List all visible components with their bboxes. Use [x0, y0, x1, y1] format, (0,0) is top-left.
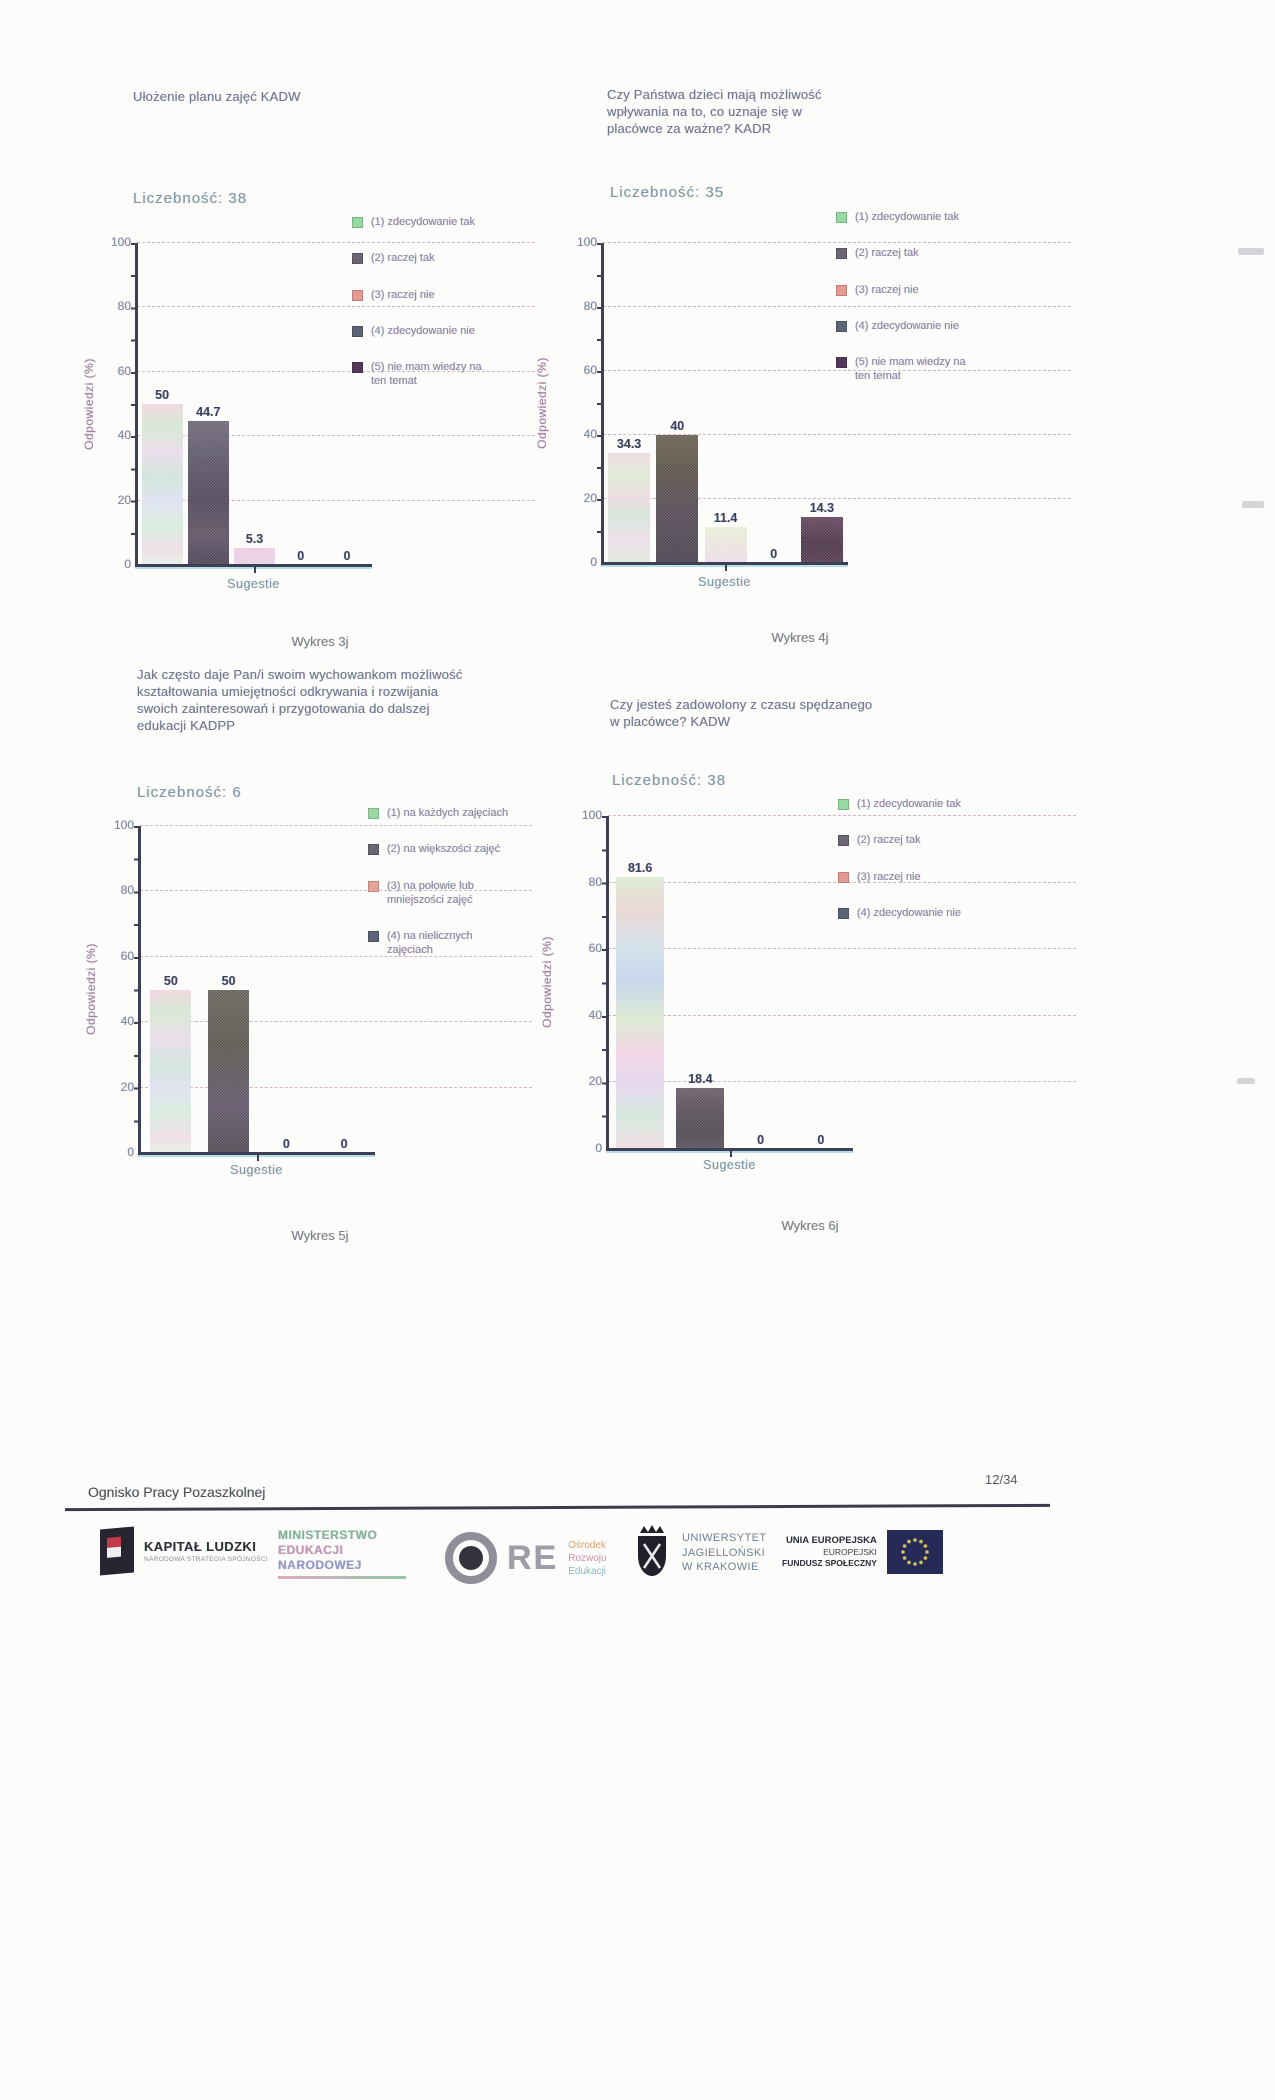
- ore-side-line-1: Ośrodek: [568, 1539, 607, 1551]
- eu-flag-icon: [887, 1530, 943, 1574]
- chart-caption: Wykres 6j: [781, 1218, 839, 1233]
- scan-artifact: [1242, 501, 1264, 508]
- legend-item: [838, 906, 998, 920]
- bar-value-label: 0: [757, 1133, 765, 1147]
- legend-item: [838, 797, 998, 811]
- legend: [352, 215, 512, 389]
- y-tick-label: 80: [583, 299, 597, 313]
- bar-value-label: 50: [155, 388, 170, 402]
- y-tick-label: 40: [588, 1007, 602, 1022]
- x-axis-title: Sugestie: [698, 575, 751, 589]
- legend-item: [838, 870, 998, 884]
- bar-value-label: 0: [770, 547, 778, 561]
- uj-line-1: UNIWERSYTET: [682, 1531, 767, 1544]
- y-axis-line: [138, 826, 141, 1154]
- legend-label: (3) raczej nie: [855, 283, 919, 296]
- bar-value-label: 18.4: [688, 1071, 713, 1086]
- chart-count: Liczebność: 38: [133, 190, 248, 207]
- men-line-2: EDUKACJI: [278, 1543, 344, 1557]
- x-axis-tick: [730, 1151, 732, 1157]
- y-tick-label: 80: [120, 883, 134, 898]
- chart-caption: Wykres 5j: [291, 1228, 349, 1243]
- bar: [705, 527, 747, 563]
- legend-item: [352, 215, 512, 229]
- legend-swatch: [368, 844, 379, 855]
- chart-title: Czy jesteś zadowolony z czasu spędzanego w placówce? KADW: [610, 697, 873, 730]
- legend-swatch: [838, 908, 849, 919]
- legend-item: [836, 210, 996, 224]
- plot-area: [140, 826, 373, 1153]
- y-axis-tick-labels: [95, 235, 131, 571]
- bar-value-label: 5.3: [245, 531, 264, 546]
- legend-label: (3) na połowie lub mniejszości zajęć: [387, 879, 474, 906]
- logo-kapital-ludzki: [100, 1528, 268, 1574]
- bar-slot: [670, 816, 730, 1149]
- bar-value-label: 40: [670, 419, 685, 433]
- bar-value-label: 0: [343, 549, 351, 563]
- legend-swatch: [368, 881, 379, 892]
- y-tick-label: 0: [127, 1145, 134, 1159]
- y-tick-label: 0: [124, 557, 131, 571]
- legend-label: (4) zdecydowanie nie: [855, 319, 959, 332]
- x-axis-tick: [725, 565, 727, 571]
- kapital-ludzki-subtitle: NARODOWA STRATEGIA SPÓJNOŚCI: [144, 1556, 268, 1563]
- legend-item: [836, 319, 996, 333]
- ue-line-1: UNIA EUROPEJSKA: [785, 1534, 877, 1546]
- logo-ministerstwo-edukacji: [278, 1528, 406, 1579]
- y-tick-label: 40: [583, 427, 597, 441]
- legend-item: [352, 360, 512, 389]
- y-tick-label: 0: [590, 555, 597, 569]
- legend-swatch: [838, 872, 849, 883]
- legend-item: [368, 879, 528, 908]
- footer-document-title: Ognisko Pracy Pozaszkolnej: [88, 1484, 266, 1500]
- x-axis-tick: [254, 567, 256, 573]
- bar-slot: [610, 816, 670, 1149]
- legend-item: [836, 246, 996, 260]
- legend-swatch: [836, 248, 847, 259]
- legend-label: (4) zdecydowanie nie: [371, 324, 475, 337]
- y-tick-label: 20: [117, 492, 131, 507]
- ore-side-line-3: Edukacji: [568, 1565, 607, 1577]
- y-axis-line: [135, 243, 138, 566]
- y-tick-label: 20: [588, 1074, 602, 1089]
- y-axis-tick-labels: [98, 818, 134, 1159]
- ue-line-2: EUROPEJSKI: [823, 1547, 877, 1558]
- y-tick-label: 80: [117, 299, 131, 314]
- bar-slot: [142, 826, 200, 1153]
- legend-swatch: [836, 212, 847, 223]
- legend-swatch: [352, 362, 363, 373]
- bar-slot: [185, 243, 231, 565]
- legend-item: [368, 842, 528, 856]
- x-axis-title: Sugestie: [227, 577, 280, 591]
- legend-swatch: [352, 326, 363, 337]
- y-tick-label: 40: [117, 428, 131, 443]
- y-axis-title: Odpowiedzi (%): [534, 357, 549, 449]
- chart-caption: Wykres 3j: [291, 634, 349, 649]
- logo-unia-europejska: [782, 1530, 943, 1574]
- bar-value-label: 11.4: [713, 510, 738, 525]
- bar: [616, 877, 664, 1149]
- chart-title: Jak często daje Pan/i swoim wychowankom możliwość kształtowania umiejętności odkrywania i rozwijania swoich zainteresowań i przygotowania do dalszej edukacji KADPP: [137, 667, 463, 734]
- bar: [676, 1088, 724, 1149]
- bar-value-label: 0: [282, 1137, 290, 1151]
- ue-line-3: FUNDUSZ SPOŁECZNY: [782, 1558, 877, 1569]
- bars: [142, 826, 373, 1153]
- bar-value-label: 34.3: [616, 437, 642, 452]
- footer-divider: [65, 1504, 1050, 1511]
- legend-label: (5) nie mam wiedzy na ten temat: [371, 361, 482, 388]
- x-axis-tick: [257, 1155, 259, 1161]
- bar: [801, 517, 843, 563]
- bar: [656, 435, 698, 563]
- chart-title: Ułożenie planu zajęć KADW: [133, 89, 301, 104]
- legend-label: (1) zdecydowanie tak: [857, 798, 961, 810]
- legend: [368, 806, 528, 958]
- ore-letters: RE: [507, 1539, 559, 1577]
- legend-label: (2) raczej tak: [857, 834, 921, 847]
- legend-item: [352, 288, 512, 302]
- chart-count: Liczebność: 6: [137, 784, 242, 801]
- y-tick-label: 60: [588, 941, 602, 956]
- bar-slot: [258, 826, 316, 1153]
- legend-label: (5) nie mam wiedzy na ten temat: [855, 356, 966, 383]
- legend-label: (3) raczej nie: [371, 288, 435, 301]
- legend-swatch: [836, 357, 847, 368]
- bar-slot: [231, 243, 277, 565]
- plot-area: [608, 816, 851, 1149]
- bars: [605, 243, 846, 563]
- page-number: 12/34: [985, 1472, 1018, 1487]
- bar-slot: [701, 243, 749, 563]
- legend-swatch: [836, 285, 847, 296]
- y-tick-label: 60: [120, 948, 134, 963]
- y-tick-label: 80: [588, 874, 602, 889]
- bars: [139, 243, 370, 565]
- bar-value-label: 44.7: [196, 405, 221, 420]
- bar-slot: [278, 243, 324, 565]
- legend-swatch: [352, 290, 363, 301]
- legend-label: (4) zdecydowanie nie: [857, 906, 961, 919]
- legend-swatch: [368, 808, 379, 819]
- uj-shield-icon: [632, 1524, 672, 1582]
- bar: [150, 990, 191, 1154]
- logo-ore: [445, 1532, 607, 1584]
- bar-value-label: 50: [221, 973, 236, 988]
- legend-label: (2) raczej tak: [855, 247, 919, 260]
- bar-value-label: 14.3: [809, 501, 835, 516]
- y-axis-line: [606, 816, 609, 1150]
- bar-slot: [750, 243, 798, 563]
- bar: [234, 548, 275, 565]
- legend-item: [352, 251, 512, 265]
- legend-item: [838, 833, 998, 847]
- y-tick-label: 60: [117, 363, 131, 378]
- kapital-ludzki-title: KAPITAŁ LUDZKI: [144, 1539, 257, 1554]
- legend-label: (1) na każdych zajęciach: [387, 807, 509, 819]
- bar-slot: [139, 243, 185, 565]
- bar-slot: [605, 243, 653, 563]
- legend-item: [368, 806, 528, 820]
- bar-slot: [653, 243, 701, 563]
- y-axis-tick-labels: [561, 235, 597, 569]
- plot-area: [603, 243, 846, 563]
- y-tick-label: 100: [576, 235, 597, 249]
- y-axis-line: [601, 243, 604, 564]
- scan-artifact: [1238, 248, 1264, 255]
- men-line-3: NARODOWEJ: [278, 1558, 362, 1572]
- chart-caption: Wykres 4j: [771, 630, 829, 645]
- y-axis-tick-labels: [566, 808, 602, 1155]
- legend-label: (4) na nielicznych zajęciach: [387, 930, 473, 957]
- y-tick-label: 100: [113, 818, 134, 832]
- men-line-1: MINISTERSTWO: [278, 1528, 378, 1542]
- legend-label: (1) zdecydowanie tak: [371, 216, 475, 228]
- bars: [610, 816, 851, 1149]
- y-tick-label: 100: [110, 235, 131, 249]
- y-tick-label: 0: [595, 1141, 602, 1155]
- legend-item: [836, 355, 996, 384]
- bar: [608, 453, 650, 563]
- y-tick-label: 40: [120, 1014, 134, 1029]
- bar-slot: [315, 826, 373, 1153]
- legend-item: [352, 324, 512, 338]
- bar-slot: [200, 826, 258, 1153]
- y-axis-title: Odpowiedzi (%): [83, 943, 98, 1035]
- bar-value-label: 81.6: [627, 861, 653, 876]
- men-underline: [278, 1576, 406, 1579]
- ore-side-line-2: Rozwoju: [568, 1552, 607, 1564]
- bar-value-label: 50: [163, 973, 178, 988]
- logo-uniwersytet-jagiellonski: [632, 1524, 766, 1582]
- bar-value-label: 0: [297, 549, 305, 563]
- legend-swatch: [838, 799, 849, 810]
- chart-count: Liczebność: 38: [612, 772, 727, 789]
- legend: [836, 210, 996, 384]
- legend-label: (2) na większości zajęć: [387, 843, 501, 856]
- legend-item: [836, 283, 996, 297]
- y-tick-label: 60: [583, 363, 597, 377]
- y-axis-title: Odpowiedzi (%): [539, 936, 554, 1028]
- bar-value-label: 0: [340, 1137, 348, 1151]
- ore-circle-icon: [445, 1532, 497, 1584]
- legend-swatch: [352, 217, 363, 228]
- legend-item: [368, 929, 528, 958]
- x-axis-title: Sugestie: [703, 1158, 756, 1172]
- y-tick-label: 100: [581, 808, 602, 822]
- bar: [142, 404, 183, 565]
- uj-line-2: JAGIELLOŃSKI: [682, 1546, 766, 1559]
- legend-swatch: [368, 931, 379, 942]
- legend: [838, 797, 998, 920]
- scan-artifact: [1237, 1078, 1255, 1084]
- bar-slot: [731, 816, 791, 1149]
- legend-label: (1) zdecydowanie tak: [855, 211, 959, 223]
- legend-swatch: [838, 835, 849, 846]
- chart-count: Liczebność: 35: [610, 184, 725, 201]
- kapital-ludzki-flag-icon: [100, 1527, 134, 1576]
- x-axis-title: Sugestie: [230, 1163, 283, 1177]
- bar-value-label: 0: [817, 1133, 825, 1147]
- chart-title: Czy Państwa dzieci mają możliwość wpływania na to, co uznaje się w placówce za ważne? KADR: [607, 87, 822, 137]
- bar: [188, 421, 229, 565]
- legend-label: (3) raczej nie: [857, 870, 921, 883]
- bar: [208, 990, 249, 1154]
- plot-area: [137, 243, 370, 565]
- legend-swatch: [352, 253, 363, 264]
- y-axis-title: Odpowiedzi (%): [81, 358, 96, 450]
- y-tick-label: 20: [583, 491, 597, 505]
- legend-swatch: [836, 321, 847, 332]
- y-tick-label: 20: [120, 1079, 134, 1094]
- uj-line-3: W KRAKOWIE: [682, 1561, 759, 1574]
- legend-label: (2) raczej tak: [371, 252, 435, 265]
